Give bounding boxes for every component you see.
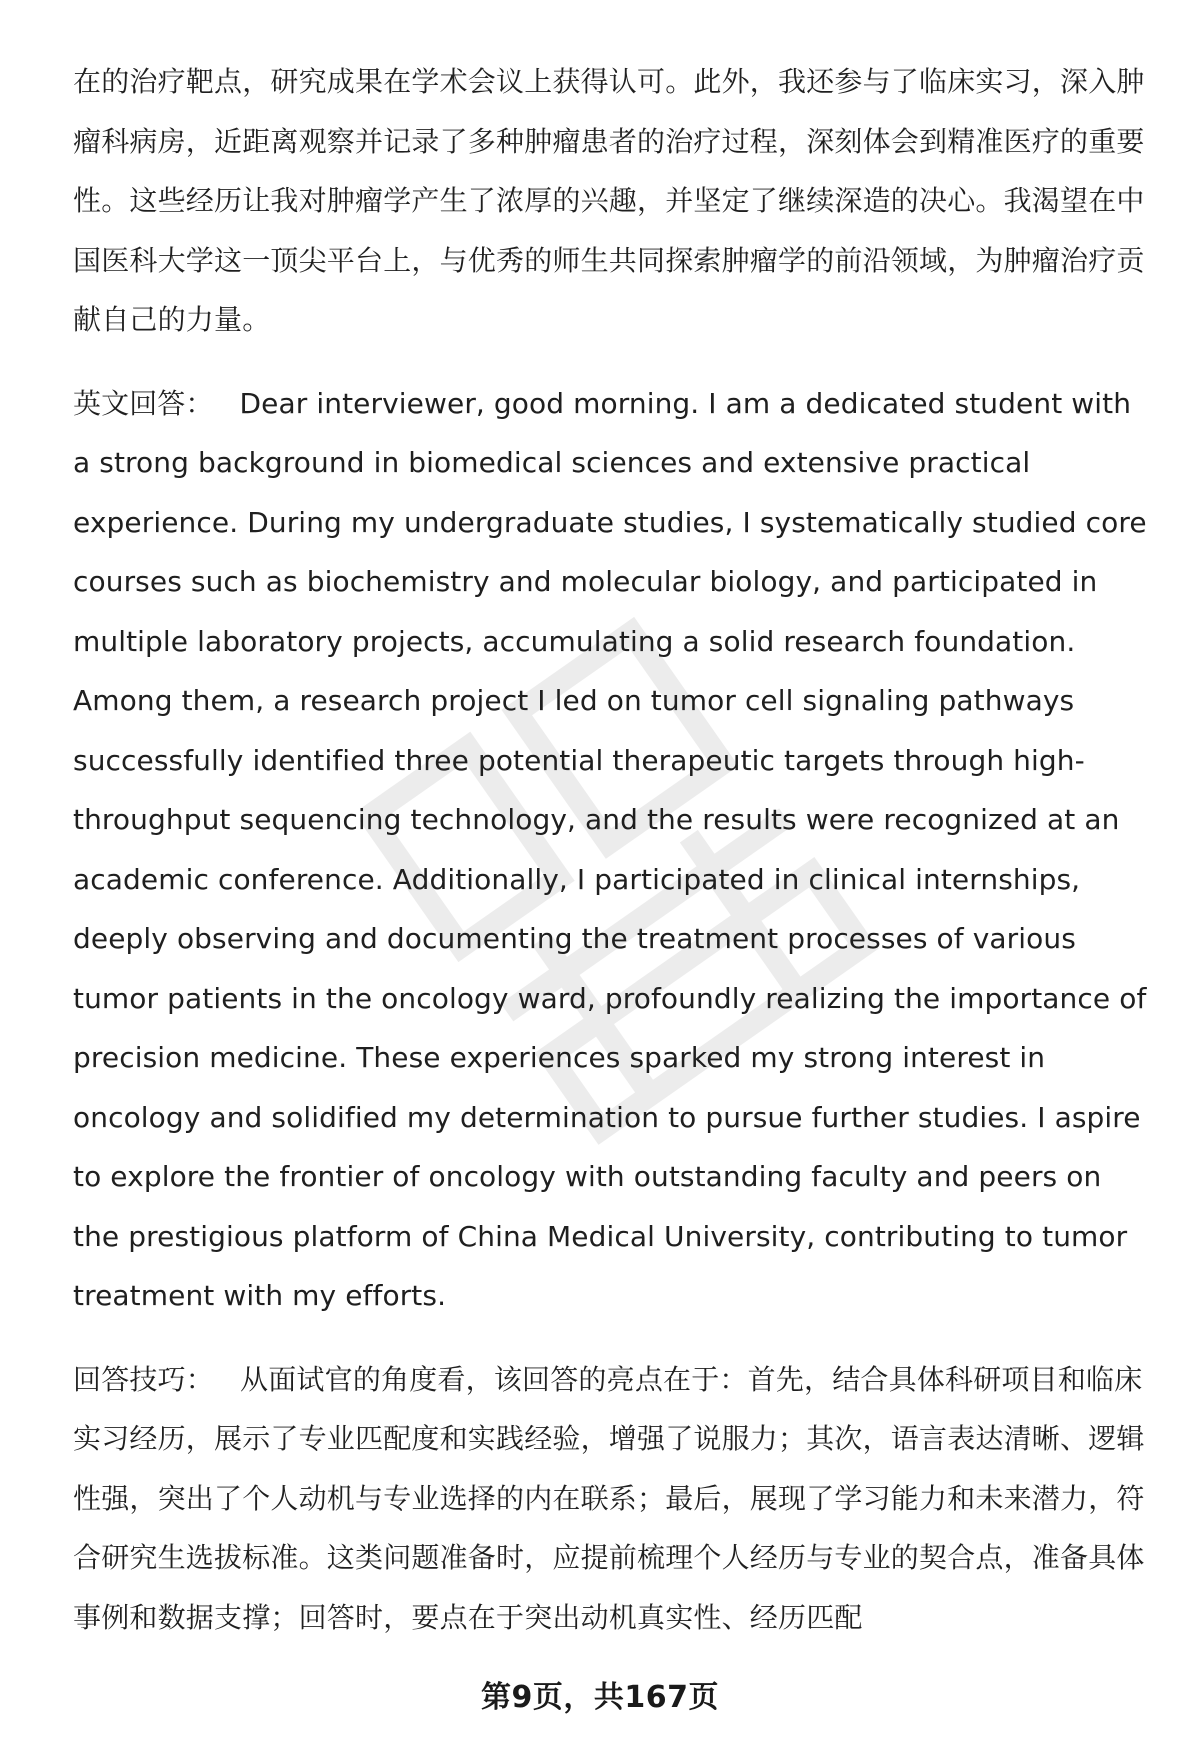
answer-tips-label: 回答技巧：	[73, 1362, 215, 1396]
english-answer-text: Dear interviewer, good morning. I am a dedicated student with a strong background in biomedical sciences and extensive practical experience. During my undergraduate studies, I systematically studied core courses such as biochemistry and molecular biology, and participated in multiple laboratory projects, accumulating a solid research foundation. Among them, a research project I led on tumor cell signaling pathways successfully identified three potential therapeutic targets through high-throughput sequencing technology, and the results were recognized at an academic conference. Additionally, I participated in clinical internships, deeply observing and documenting the treatment processes of various tumor patients in the oncology ward, profoundly realizing the importance of precision medicine. These experiences sparked my strong interest in oncology and solidified my determination to pursue further studies. I aspire to explore the frontier of oncology with outstanding faculty and peers on the prestigious platform of China Medical University, contributing to tumor treatment with my efforts.	[73, 386, 1147, 1312]
english-answer-paragraph	[73, 374, 1153, 1326]
document-content	[73, 52, 1153, 1647]
page-number-footer: 第9页，共167页	[481, 1680, 719, 1715]
answer-tips-paragraph	[73, 1350, 1153, 1648]
english-answer-label: 英文回答：	[73, 386, 214, 420]
chinese-answer-continuation: 在的治疗靶点，研究成果在学术会议上获得认可。此外，我还参与了临床实习，深入肿瘤科病房，近距离观察并记录了多种肿瘤患者的治疗过程，深刻体会到精准医疗的重要性。这些经历让我对肿瘤学产生了浓厚的兴趣，并坚定了继续深造的决心。我渴望在中国医科大学这一顶尖平台上，与优秀的师生共同探索肿瘤学的前沿领域，为肿瘤治疗贡献自己的力量。	[73, 65, 1145, 336]
answer-tips-text: 从面试官的角度看，该回答的亮点在于：首先，结合具体科研项目和临床实习经历，展示了专业匹配度和实践经验，增强了说服力；其次，语言表达清晰、逻辑性强，突出了个人动机与专业选择的内在联系；最后，展现了学习能力和未来潜力，符合研究生选拔标准。这类问题准备时，应提前梳理个人经历与专业的契合点，准备具体事例和数据支撑；回答时，要点在于突出动机真实性、经历匹配	[73, 1362, 1145, 1634]
